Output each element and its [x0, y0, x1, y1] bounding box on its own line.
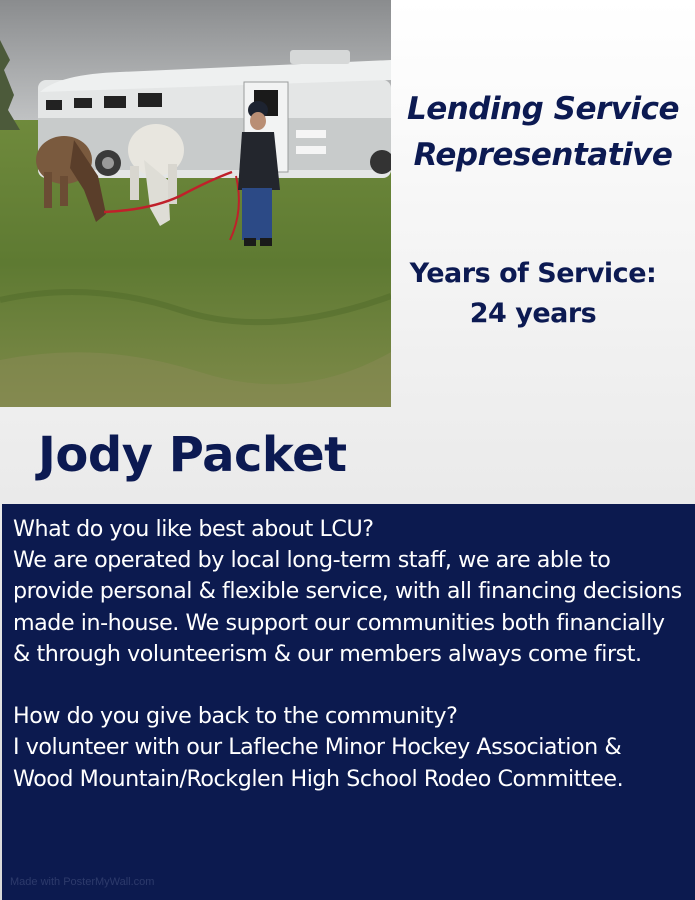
spacer: [13, 670, 685, 701]
role-title-line-1: Lending Service: [406, 91, 680, 127]
person-name: Jody Packet: [38, 427, 347, 483]
years-of-service-value: 24 years: [469, 298, 597, 329]
question-2: How do you give back to the community?: [13, 703, 458, 730]
watermark: Made with PosterMyWall.com: [10, 876, 155, 888]
role-title: [395, 86, 691, 178]
answer-2: I volunteer with our Lafleche Minor Hockey Association & Wood Mountain/Rockglen High School Rodeo Committee.: [13, 734, 624, 792]
answer-1: We are operated by local long-term staff, we are able to provide personal & flexible service, with all financing decisions made in-house. We support our communities both financially & through volunteerism & our members always come first.: [13, 547, 682, 667]
years-of-service: [395, 254, 671, 334]
years-of-service-label: Years of Service:: [409, 258, 657, 289]
qa-panel: [2, 504, 695, 900]
question-1: What do you like best about LCU?: [13, 516, 374, 542]
profile-photo: [0, 0, 391, 407]
role-title-line-2: Representative: [413, 137, 673, 173]
